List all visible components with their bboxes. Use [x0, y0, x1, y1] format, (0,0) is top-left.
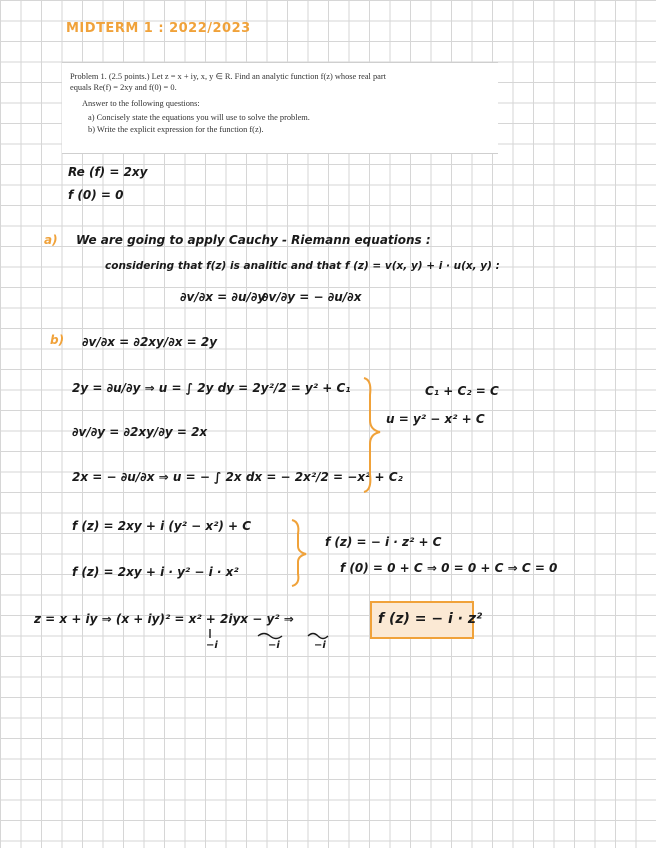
f-result: f (z) = − i · z² + C — [325, 535, 442, 549]
wave-underbrace-3 — [308, 634, 328, 639]
brace-f-system — [292, 520, 306, 586]
underbrace-note-3: −i — [314, 640, 326, 651]
part-b-label: b) — [50, 333, 65, 347]
constant-evaluation: f (0) = 0 + C ⇒ 0 = 0 + C ⇒ C = 0 — [340, 561, 558, 575]
brace-u-system — [364, 378, 380, 492]
problem-line-2: equals Re(f) = 2xy and f(0) = 0. — [70, 83, 177, 92]
part-b-step-1: ∂v/∂x = ∂2xy/∂x = 2y — [82, 335, 218, 349]
wave-underbrace-2 — [258, 634, 282, 639]
cauchy-riemann-eq-1: ∂v/∂x = ∂u/∂y — [180, 290, 266, 304]
part-b-step-2: 2y = ∂u/∂y ⇒ u = ∫ 2y dy = 2y²/2 = y² + C₁ — [72, 381, 351, 395]
problem-line-3: Answer to the following questions: — [82, 99, 200, 108]
given-initial-value: f (0) = 0 — [68, 188, 124, 202]
constant-sum: C₁ + C₂ = C — [425, 384, 499, 398]
problem-item-a: a) Concisely state the equations you will use to solve the problem. — [88, 113, 310, 122]
page-title: MIDTERM 1 : 2022/2023 — [66, 21, 251, 36]
given-real-part: Re (f) = 2xy — [68, 165, 148, 179]
problem-line-1: Problem 1. (2.5 points.) Let z = x + iy, x, y ∈ R. Find an analytic function f(z) whose real part — [70, 72, 386, 81]
cauchy-riemann-eq-2: ∂v/∂y = − ∂u/∂x — [262, 290, 362, 304]
z-square-expansion: z = x + iy ⇒ (x + iy)² = x² + 2iyx − y² ⇒ — [34, 612, 294, 626]
underbrace-note-1: −i — [206, 640, 218, 651]
f-expression-1: f (z) = 2xy + i (y² − x²) + C — [72, 519, 252, 533]
part-b-step-4: 2x = − ∂u/∂x ⇒ u = − ∫ 2x dx = − 2x²/2 = −x² + C₂ — [72, 470, 403, 484]
part-b-step-3: ∂v/∂y = ∂2xy/∂y = 2x — [72, 425, 208, 439]
part-a-label: a) — [44, 233, 58, 247]
problem-item-b: b) Write the explicit expression for the function f(z). — [88, 125, 264, 134]
part-a-line-1: We are going to apply Cauchy - Riemann equations : — [76, 233, 431, 247]
u-expression: u = y² − x² + C — [386, 412, 485, 426]
part-a-line-2: considering that f(z) is analitic and that f (z) = v(x, y) + i · u(x, y) : — [105, 260, 500, 272]
final-answer: f (z) = − i · z² — [378, 611, 483, 627]
f-expression-2: f (z) = 2xy + i · y² − i · x² — [72, 565, 239, 579]
underbrace-note-2: −i — [268, 640, 280, 651]
